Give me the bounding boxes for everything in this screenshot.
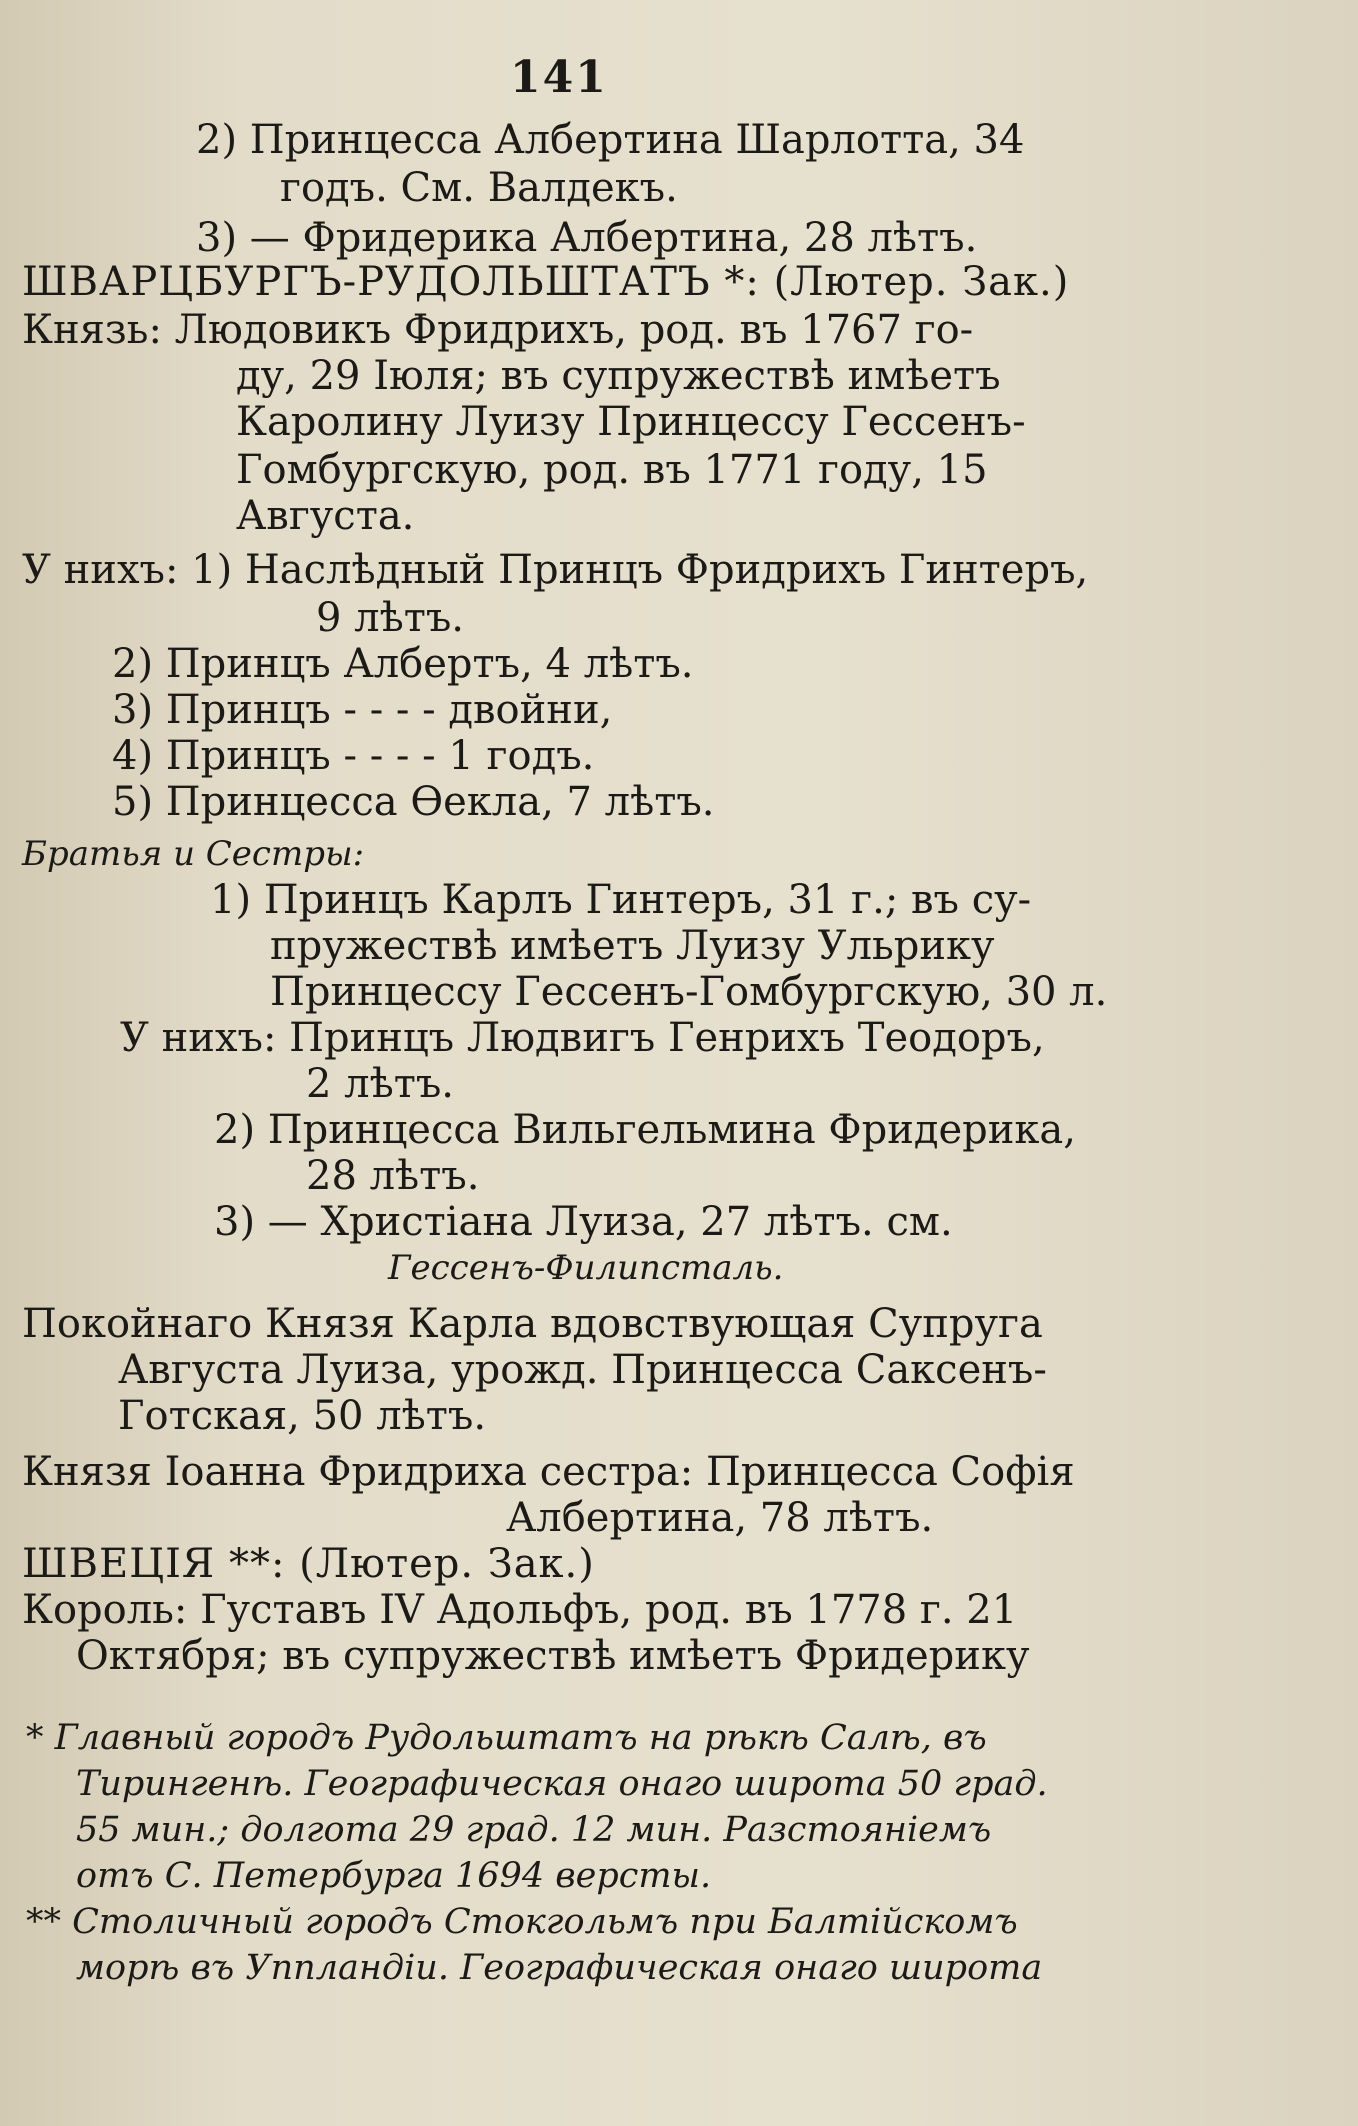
section-heading: ШВЕЦІЯ **: (Лютер. Зак.)	[22, 1541, 595, 1587]
text-line: 4) Принцъ - - - - 1 годъ.	[112, 733, 595, 779]
text-line: Гомбургскую, род. въ 1771 году, 15	[236, 447, 988, 493]
text-line: У нихъ: 1) Наслѣдный Принцъ Фридрихъ Гинтеръ,	[22, 547, 1089, 593]
text-line: 2) Принцесса Албертина Шарлотта, 34	[196, 117, 1025, 163]
text-line: Гессенъ-Филипсталь.	[388, 1248, 784, 1288]
text-line: Покойнаго Князя Карла вдовствующая Супруга	[22, 1301, 1043, 1347]
footnote-line: * Главный городъ Рудольштатъ на рѣкѣ Салѣ, въ	[26, 1718, 987, 1758]
footnote-line: отъ С. Петербурга 1694 версты.	[76, 1856, 712, 1896]
text-line: 3) — Фридерика Албертина, 28 лѣтъ.	[196, 215, 978, 261]
text-line: 3) — Христіана Луиза, 27 лѣтъ. см.	[214, 1199, 953, 1245]
text-line: 28 лѣтъ.	[306, 1153, 480, 1199]
text-line: ду, 29 Іюля; въ супружествѣ имѣетъ	[236, 353, 1001, 399]
text-line: Албертина, 78 лѣтъ.	[506, 1495, 934, 1541]
text-line: Готская, 50 лѣтъ.	[118, 1393, 487, 1439]
footnote-line: Тирингенѣ. Географическая онаго широта 50 град.	[76, 1764, 1048, 1804]
text-line: 2 лѣтъ.	[306, 1061, 454, 1107]
text-line: Августа.	[236, 493, 415, 539]
text-line: Князь: Людовикъ Фридрихъ, род. въ 1767 го-	[22, 307, 974, 353]
text-line: 3) Принцъ - - - - двойни,	[112, 687, 613, 733]
text-line: 9 лѣтъ.	[316, 595, 464, 641]
footnote-line: морѣ въ Уппландіи. Географическая онаго широта	[76, 1948, 1043, 1988]
text-line: Каролину Луизу Принцессу Гессенъ-	[236, 399, 1026, 445]
footnote-line: 55 мин.; долгота 29 град. 12 мин. Разстояніемъ	[76, 1810, 992, 1850]
text-line: 1) Принцъ Карлъ Гинтеръ, 31 г.; въ су-	[210, 877, 1032, 923]
text-line: Принцессу Гессенъ-Гомбургскую, 30 л.	[270, 969, 1108, 1015]
footnote-line: ** Столичный городъ Стокгольмъ при Балтійскомъ	[26, 1902, 1018, 1942]
text-line: годъ. См. Валдекъ.	[280, 165, 678, 211]
text-line: Князя Іоанна Фридриха сестра: Принцесса Софія	[22, 1449, 1075, 1495]
text-line: Августа Луиза, урожд. Принцесса Саксенъ-	[118, 1347, 1047, 1393]
text-line: Король: Густавъ IV Адольфъ, род. въ 1778 г. 21	[22, 1587, 1018, 1633]
section-heading: ШВАРЦБУРГЪ-РУДОЛЬШТАТЪ *: (Лютер. Зак.)	[22, 259, 1070, 305]
text-line: У нихъ: Принцъ Людвигъ Генрихъ Теодоръ,	[120, 1015, 1045, 1061]
subheading: Братья и Сестры:	[22, 834, 365, 874]
text-line: пружествѣ имѣетъ Луизу Ульрику	[270, 923, 995, 969]
page-number: 141	[510, 52, 608, 103]
text-line: 5) Принцесса Өекла, 7 лѣтъ.	[112, 779, 715, 825]
text-line: Октября; въ супружествѣ имѣетъ Фридерику	[76, 1633, 1030, 1679]
text-line: 2) Принцъ Албертъ, 4 лѣтъ.	[112, 641, 694, 687]
text-line: 2) Принцесса Вильгельмина Фридерика,	[214, 1107, 1076, 1153]
